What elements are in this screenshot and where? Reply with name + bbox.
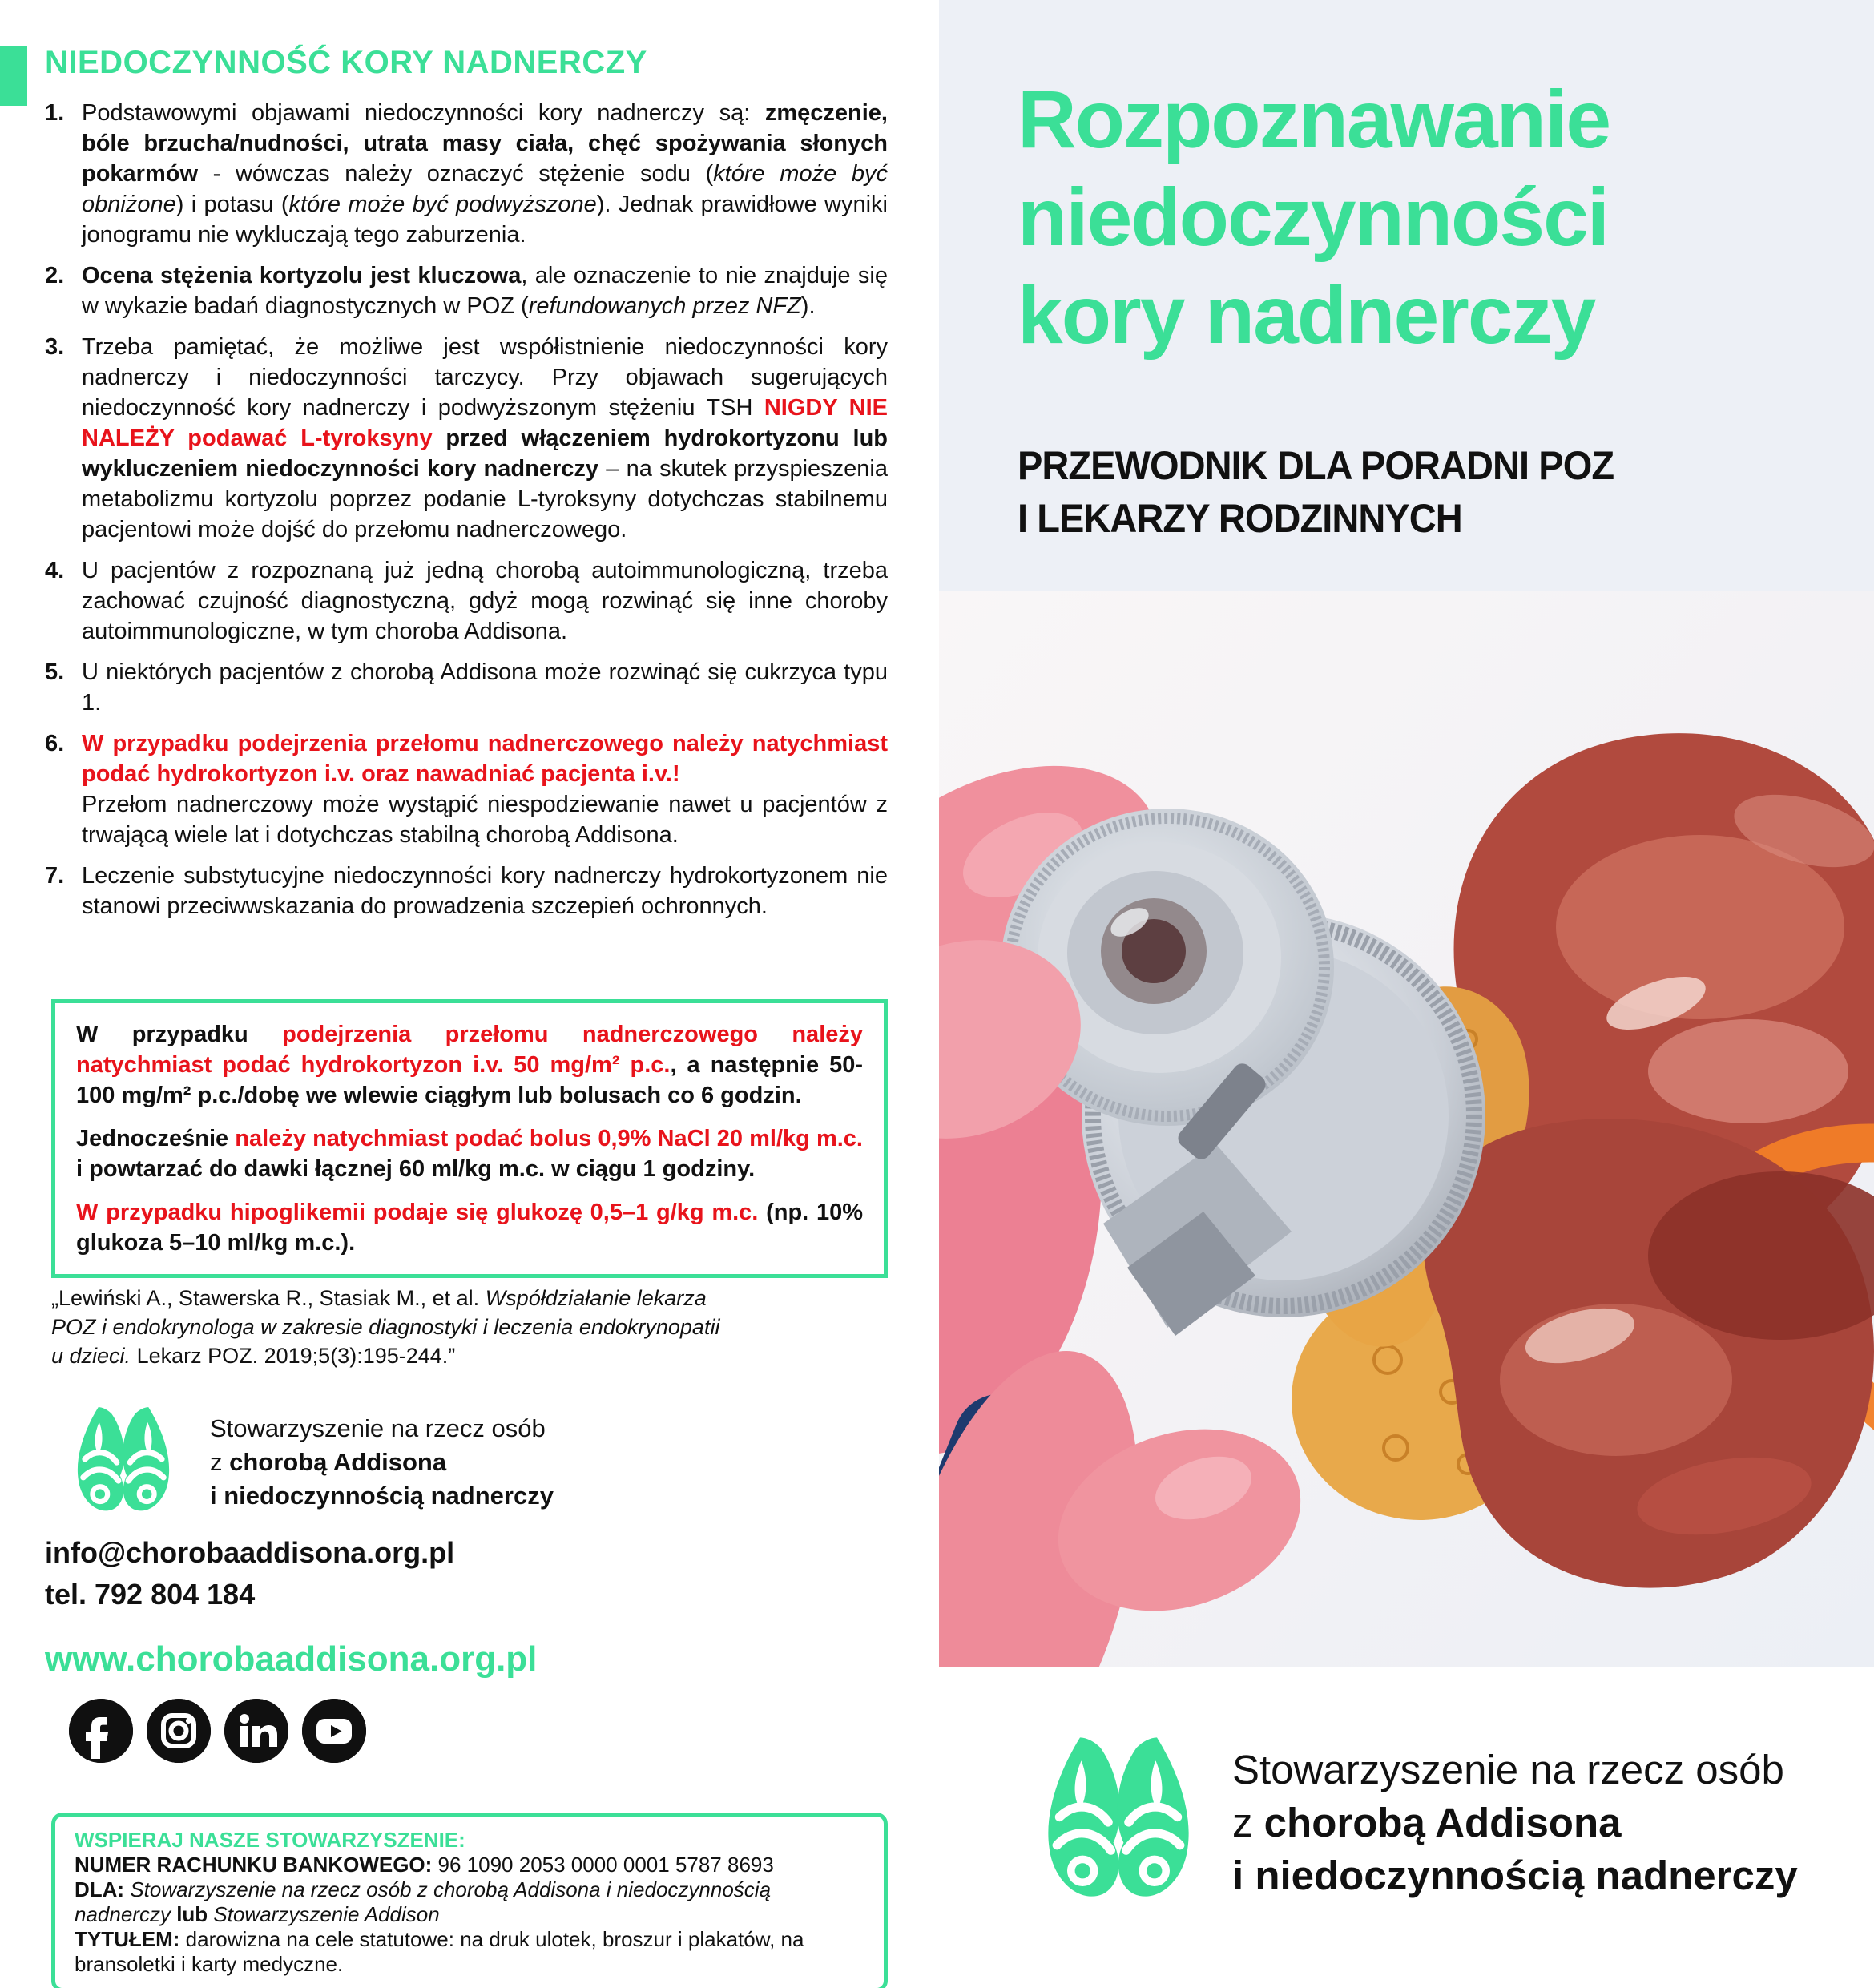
list-item xyxy=(45,98,888,250)
literature-citation: „Lewiński A., Stawerska R., Stasiak M., et al. Współdziałanie lekarza POZ i endokrynologa w zakresie diagnostyki i leczenia endokrynopatii u dzieci. Lekarz POZ. 2019;5(3):195-244.” xyxy=(51,1286,720,1368)
association-name-line: i niedoczynnością nadnerczy xyxy=(1232,1853,1798,1898)
list-text: W przypadku podejrzenia przełomu nadnerczowego należy natychmiast podać hydrokortyzon i.v. oraz nawadniać pacjenta i.v.! Przełom nadnerczowy może wystąpić niespodziewanie nawet u pacjentów z trwającą wiele lat i dotychczas stabilną chorobą Addisona. xyxy=(82,731,888,848)
list-text: Ocena stężenia kortyzolu jest kluczowa, ale oznaczenie to nie znajduje się w wykazie badań diagnostycznych w POZ (refundowanych przez NFZ). xyxy=(82,263,888,319)
website-link[interactable]: www.chorobaaddisona.org.pl xyxy=(45,1639,538,1679)
association-name-line: Stowarzyszenie na rzecz osób xyxy=(210,1414,546,1442)
list-text: Trzeba pamiętać, że możliwe jest współistnienie niedoczynności kory nadnerczy i niedoczynności tarczycy. Przy objawach sugerujących niedoczynność kory nadnerczy i podwyższonym stężeniu TSH NIGDY NIE NALEŻY podawać L-tyroksyny przed włączeniem hydrokortyzonu lub wykluczeniem niedoczynności kory nadnerczy – na skutek przyspieszenia metabolizmu kortyzolu poprzez podanie L-tyroksyny dotychczas stabilnemu pacjentowi może dojść do przełomu nadnerczowego. xyxy=(82,334,889,542)
recipient-line: DLA: Stowarzyszenie na rzecz osób z chorobą Addisona i niedoczynnością nadnerczy lub Stowarzyszenie Addison xyxy=(75,1877,772,1926)
list-text: U pacjentów z rozpoznaną już jedną chorobą autoimmunologiczną, trzeba zachować czujność diagnostyczną, gdyż mogą rozwinąć się inne choroby autoimmunologiczne, w tym choroba Addisona. xyxy=(82,558,888,644)
cover-subtitle xyxy=(1018,439,1652,545)
association-block xyxy=(71,1404,554,1521)
association-name xyxy=(1232,1729,1798,1902)
numbered-info-list xyxy=(45,98,888,921)
dosage-paragraph: Jednocześnie należy natychmiast podać bolus 0,9% NaCl 20 ml/kg m.c. i powtarzać do dawki łącznej 60 ml/kg m.c. w ciągu 1 godziny. xyxy=(76,1126,863,1182)
list-number: 2. xyxy=(45,263,65,288)
list-text: Podstawowymi objawami niedoczynności kory nadnerczy są: zmęczenie, bóle brzucha/nudności, utrata masy ciała, chęć spożywania słonych pokarmów - wówczas należy oznaczyć stężenie sodu (które może być obniżone) i potasu (które może być podwyższone). Jednak prawidłowe wyniki jonogramu nie wykluczają tego zaburzenia. xyxy=(82,100,888,248)
association-name-line: i niedoczynnością nadnerczy xyxy=(210,1482,554,1510)
green-corner-mark xyxy=(0,46,27,106)
list-number: 3. xyxy=(45,334,65,360)
page-title: NIEDOCZYNNOŚĆ KORY NADNERCZY xyxy=(45,45,647,80)
contact-block xyxy=(45,1532,454,1615)
social-icons-row xyxy=(69,1699,366,1763)
association-name-line: z chorobą Addisona xyxy=(1232,1800,1622,1845)
list-item xyxy=(45,861,888,921)
list-text: Leczenie substytucyjne niedoczynności kory nadnerczy hydrokortyzonem nie stanowi przeciwwskazania do prowadzenia szczepień ochronnych. xyxy=(82,863,888,919)
list-item xyxy=(45,332,888,545)
instagram-icon[interactable] xyxy=(147,1699,211,1763)
support-association-box xyxy=(51,1813,888,1988)
list-item xyxy=(45,657,888,718)
cover-subtitle-line: PRZEWODNIK DLA PORADNI POZ xyxy=(1018,443,1614,488)
association-block xyxy=(1042,1729,1798,1915)
linkedin-icon[interactable] xyxy=(224,1699,288,1763)
list-number: 4. xyxy=(45,558,65,583)
association-name-line: Stowarzyszenie na rzecz osób xyxy=(1232,1747,1784,1792)
list-number: 6. xyxy=(45,731,65,756)
list-number: 5. xyxy=(45,659,65,685)
cover-subtitle-line: I LEKARZY RODZINNYCH xyxy=(1018,496,1462,541)
bank-account-line: NUMER RACHUNKU BANKOWEGO: 96 1090 2053 0000 0001 5787 8693 xyxy=(75,1853,774,1877)
association-name-line: z chorobą Addisona xyxy=(210,1448,447,1476)
association-name xyxy=(210,1412,554,1513)
dosage-paragraph: W przypadku podejrzenia przełomu nadnerczowego należy natychmiast podać hydrokortyzon i.v. 50 mg/m² p.c., a następnie 50-100 mg/m² p.c./dobę we wlewie ciągłym lub bolusach co 6 godzin. xyxy=(76,1022,864,1108)
association-logo xyxy=(71,1404,176,1521)
association-logo xyxy=(1042,1729,1195,1915)
email-link[interactable]: info@chorobaaddisona.org.pl xyxy=(45,1536,455,1569)
transfer-title-line: TYTUŁEM: darowizna na cele statutowe: na druk ulotek, broszur i plakatów, na bransoletki i karty medyczne. xyxy=(75,1927,804,1976)
list-number: 1. xyxy=(45,100,65,126)
facebook-icon[interactable] xyxy=(69,1699,133,1763)
stethoscope-adrenal-kidney-photo xyxy=(939,591,1874,1667)
dosage-paragraph: W przypadku hipoglikemii podaje się glukozę 0,5–1 g/kg m.c. (np. 10% glukoza 5–10 ml/kg m.c.). xyxy=(76,1200,863,1256)
list-text: U niektórych pacjentów z chorobą Addisona może rozwinąć się cukrzyca typu 1. xyxy=(82,659,888,716)
list-item xyxy=(45,728,888,850)
cover-title-line: kory nadnerczy xyxy=(1018,269,1595,361)
list-item xyxy=(45,260,888,321)
cover-title-line: niedoczynności xyxy=(1018,171,1609,263)
emergency-dosage-box xyxy=(51,999,888,1278)
youtube-icon[interactable] xyxy=(302,1699,366,1763)
list-number: 7. xyxy=(45,863,65,889)
phone-number[interactable]: tel. 792 804 184 xyxy=(45,1578,256,1611)
cover-title-line: Rozpoznawanie xyxy=(1018,74,1610,165)
support-heading: WSPIERAJ NASZE STOWARZYSZENIE: xyxy=(75,1828,465,1852)
cover-title xyxy=(1018,71,1610,364)
list-item xyxy=(45,555,888,647)
